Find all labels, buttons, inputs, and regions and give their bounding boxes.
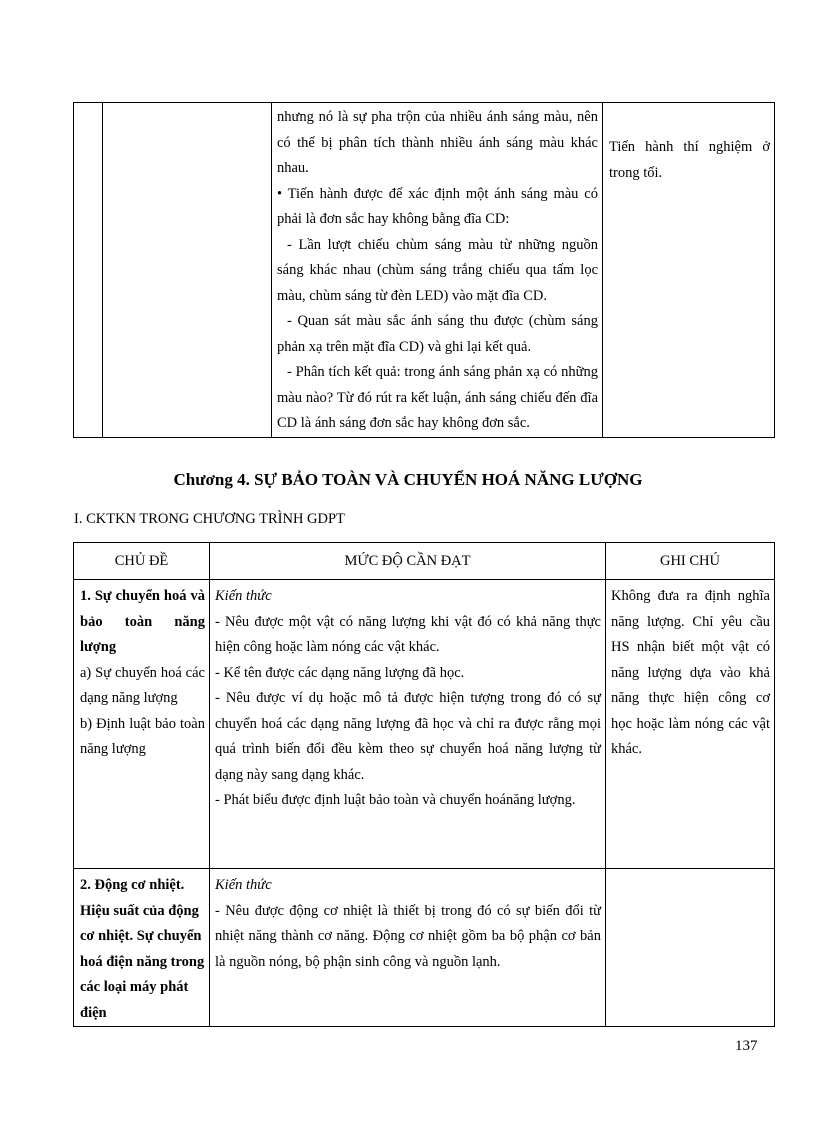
content-line: - Lần lượt chiếu chùm sáng màu từ những nguồn sáng khác nhau (chùm sáng trắng chiếu qua tấm lọc màu, chùm sáng từ đèn LED) vào mặt đĩa CD.	[277, 236, 598, 304]
main-table	[73, 542, 775, 1027]
row2-note-cell	[606, 869, 775, 1027]
row2-content-cell	[210, 869, 606, 1027]
content-line-text: Tiến hành được để xác định một ánh sáng màu có phải là đơn sắc hay không bằng đĩa CD:	[277, 185, 598, 227]
row2-topic: 2. Động cơ nhiệt. Hiệu suất của động cơ nhiệt. Sự chuyển hoá điện năng trong các loại máy phát điện	[80, 877, 205, 1021]
row1-knowledge-label: Kiến thức	[215, 588, 272, 604]
section-title: I. CKTKN TRONG CHƯƠNG TRÌNH GDPT	[74, 511, 345, 527]
row1-note-cell	[606, 580, 775, 869]
header-row	[74, 543, 775, 580]
row2-item: - Nêu được động cơ nhiệt là thiết bị trong đó có sự biến đổi từ nhiệt năng thành cơ năng. Động cơ nhiệt gồm ba bộ phận cơ bản là nguồn nóng, bộ phận sinh công và nguồn lạnh.	[215, 902, 601, 970]
table-row	[74, 580, 775, 869]
row2-topic-cell	[74, 869, 210, 1027]
header-note: GHI CHÚ	[606, 543, 775, 580]
bullet-icon: •	[277, 185, 283, 202]
header-topic: CHỦ ĐỀ	[74, 543, 210, 580]
row1-item: - Phát biểu được định luật bảo toàn và chuyển hoánăng lượng.	[215, 792, 576, 808]
row1-note: Không đưa ra định nghĩa năng lượng. Chỉ yêu cầu HS nhận biết một vật có năng lượng dựa vào khả năng thực hiện công cơ học hoặc làm nóng các vật khác.	[611, 588, 770, 757]
top-table-col1	[74, 103, 103, 438]
content-line	[277, 182, 598, 233]
top-table-col2	[103, 103, 272, 438]
content-line: nhưng nó là sự pha trộn của nhiều ánh sáng màu, nên có thể bị phân tích thành nhiều ánh sáng màu khác nhau.	[277, 109, 598, 176]
row2-knowledge-label: Kiến thức	[215, 877, 272, 893]
row1-topic-a: a) Sự chuyển hoá các dạng năng lượng	[80, 664, 205, 706]
chapter-title: Chương 4. SỰ BẢO TOÀN VÀ CHUYỂN HOÁ NĂNG LƯỢNG	[173, 470, 643, 489]
row1-topic-cell	[74, 580, 210, 869]
row1-item: - Nêu được ví dụ hoặc mô tả được hiện tượng trong đó có sự chuyển hoá các dạng năng lượng đã học và chỉ ra được rằng mọi quá trình biến đổi đều kèm theo sự chuyển hoá năng lượng từ dạng này sang dạng khác.	[215, 690, 601, 783]
row1-topic-title: 1. Sự chuyển hoá và bảo toàn năng lượng	[80, 588, 205, 655]
top-table	[73, 102, 775, 438]
top-table-note-cell	[603, 103, 775, 438]
row1-item: - Kể tên được các dạng năng lượng đã học.	[215, 664, 465, 681]
table-row	[74, 869, 775, 1027]
top-table-content-cell	[272, 103, 603, 438]
content-line: - Phân tích kết quả: trong ánh sáng phản xạ có những màu nào? Từ đó rút ra kết luận, ánh sáng chiếu đến đĩa CD là ánh sáng đơn sắc hay không đơn sắc.	[277, 364, 598, 431]
row1-content-cell	[210, 580, 606, 869]
row1-item: - Nêu được một vật có năng lượng khi vật đó có khả năng thực hiện công hoặc làm nóng các vật khác.	[215, 613, 601, 655]
page-number: 137	[735, 1038, 758, 1054]
header-level: MỨC ĐỘ CẦN ĐẠT	[210, 543, 606, 580]
content-line: - Quan sát màu sắc ánh sáng thu được (chùm sáng phản xạ trên mặt đĩa CD) và ghi lại kết quả.	[277, 313, 598, 355]
top-table-note: Tiến hành thí nghiệm ở trong tối.	[609, 139, 770, 181]
row2-note	[606, 869, 774, 873]
row1-topic-b: b) Định luật bảo toàn năng lượng	[80, 715, 205, 757]
